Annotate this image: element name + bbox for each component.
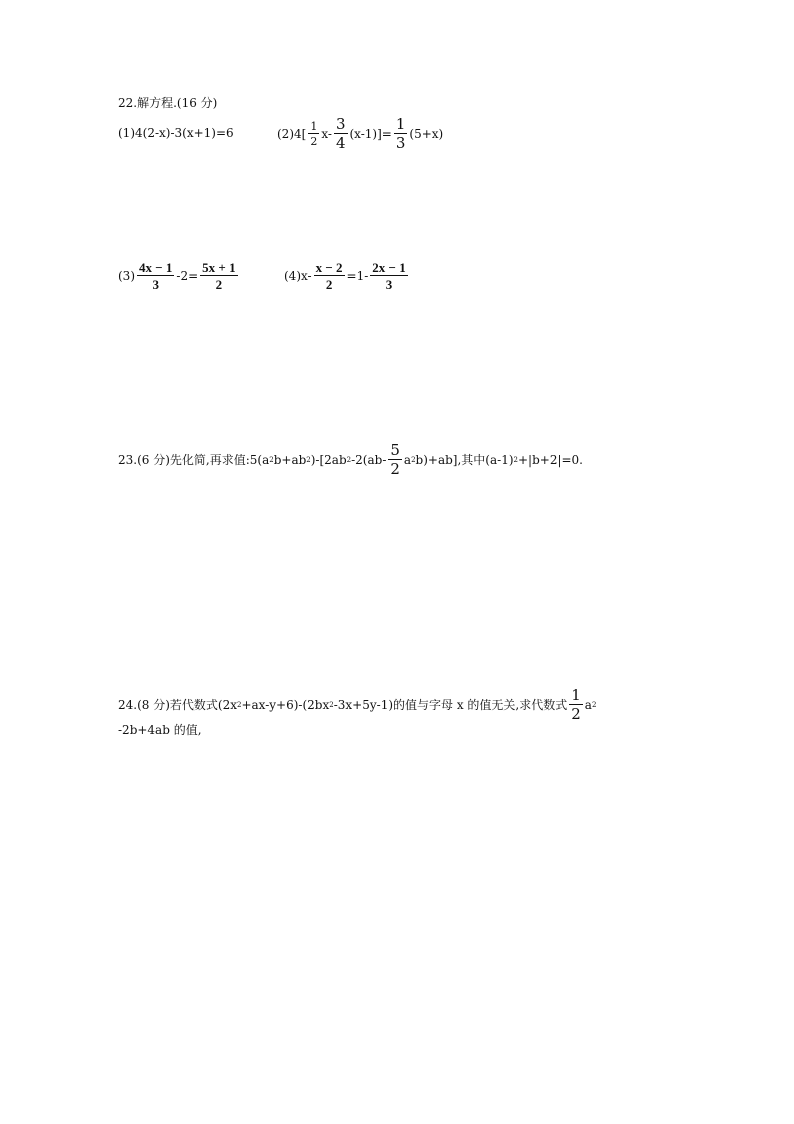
q22-part3-fraction-1 — [137, 261, 174, 291]
q23-text-b: b+ab — [273, 453, 307, 467]
q22-part2-fraction-3 — [394, 117, 408, 151]
q22-part3 — [118, 261, 240, 291]
q24-text-b: +ax-y+6)-(2bx — [241, 698, 330, 712]
fraction-denominator: 2 — [325, 277, 333, 292]
q22-part2-text-c: (x-1)]= — [349, 127, 392, 141]
fraction-numerator: 2x − 1 — [372, 260, 406, 275]
q23-text-d: -2(ab- — [351, 453, 387, 467]
q22-part2-text-d: (5+x) — [409, 127, 444, 141]
fraction-denominator: 3 — [395, 134, 406, 152]
q22-part4-fraction-2 — [370, 261, 407, 291]
q22-part4 — [284, 261, 410, 291]
q24-line1: 24.(8 分)若代数式(2x 2 +ax-y+6)-(2bx 2 -3x+5y-1)的值与字母 x 的值无关,求代数式 $\frac{1}{2}$ a 2 — [118, 686, 597, 723]
q22-part4-text-b: =1- — [346, 269, 369, 283]
q22-part4-text-a: x- — [301, 269, 312, 283]
fraction-numerator: 1 — [310, 120, 318, 133]
fraction-numerator: x − 2 — [315, 260, 343, 275]
q22-part3-text-a: -2= — [176, 269, 199, 283]
q23-text-g: +|b+2|=0. — [517, 453, 583, 467]
q22-part2-text-b: x- — [321, 127, 332, 141]
q22-part1-equation: 4(2-x)-3(x+1)=6 — [135, 126, 234, 140]
q24-text-d: a — [584, 698, 592, 712]
q22-part3-label: (3) — [118, 269, 135, 283]
q22-part2-text-a: 4[ — [294, 127, 307, 141]
q22-part2 — [277, 117, 443, 151]
fraction-numerator: 1 — [395, 115, 406, 133]
q22-part3-fraction-2 — [200, 261, 237, 291]
q22-part4-fraction-1 — [314, 261, 345, 291]
fraction-denominator: 3 — [152, 277, 159, 292]
q22-part4-label: (4) — [284, 269, 301, 283]
q22-heading — [118, 97, 217, 109]
fraction-numerator: 1 — [571, 686, 581, 704]
q24-fraction — [569, 688, 583, 722]
fraction-numerator: 3 — [335, 115, 346, 133]
fraction-numerator: 5 — [390, 441, 400, 459]
q23-text-a: 23.(6 分)先化简,再求值:5(a — [118, 453, 270, 467]
q24-text-line2: -2b+4ab 的值, — [118, 723, 202, 737]
q23-fraction — [388, 443, 402, 477]
q23: 23.(6 分)先化简,再求值:5(a 2 b+ab 2 )-[2ab 2 -2(ab- $\frac{5}{2}$ a 2 b)+ab],其中(a-1) 2 +|b+2|=0. — [118, 441, 583, 478]
fraction-denominator: 2 — [571, 705, 581, 723]
fraction-denominator: 4 — [335, 134, 346, 152]
q22-part2-label: (2) — [277, 127, 294, 141]
q24-text-c: -3x+5y-1)的值与字母 x 的值无关,求代数式 — [333, 698, 568, 712]
fraction-numerator: 4x − 1 — [139, 260, 173, 275]
q22-part1-label: (1) — [118, 126, 135, 140]
q23-text-f: b)+ab],其中(a-1) — [415, 453, 514, 467]
q22-part2-fraction-1 — [308, 121, 319, 147]
q23-text-e: a — [403, 453, 412, 467]
q22-heading-text: 22.解方程.(16 分) — [118, 96, 218, 110]
q22-part2-fraction-2 — [334, 117, 348, 151]
q24-line2 — [118, 724, 202, 736]
q22-part1 — [118, 127, 234, 139]
q23-text-c: )-[2ab — [310, 453, 347, 467]
fraction-denominator: 2 — [390, 460, 400, 478]
fraction-numerator: 5x + 1 — [202, 260, 236, 275]
fraction-denominator: 2 — [215, 277, 223, 292]
fraction-denominator: 3 — [385, 277, 393, 292]
fraction-denominator: 2 — [310, 135, 318, 148]
q24-text-a: 24.(8 分)若代数式(2x — [118, 698, 237, 712]
